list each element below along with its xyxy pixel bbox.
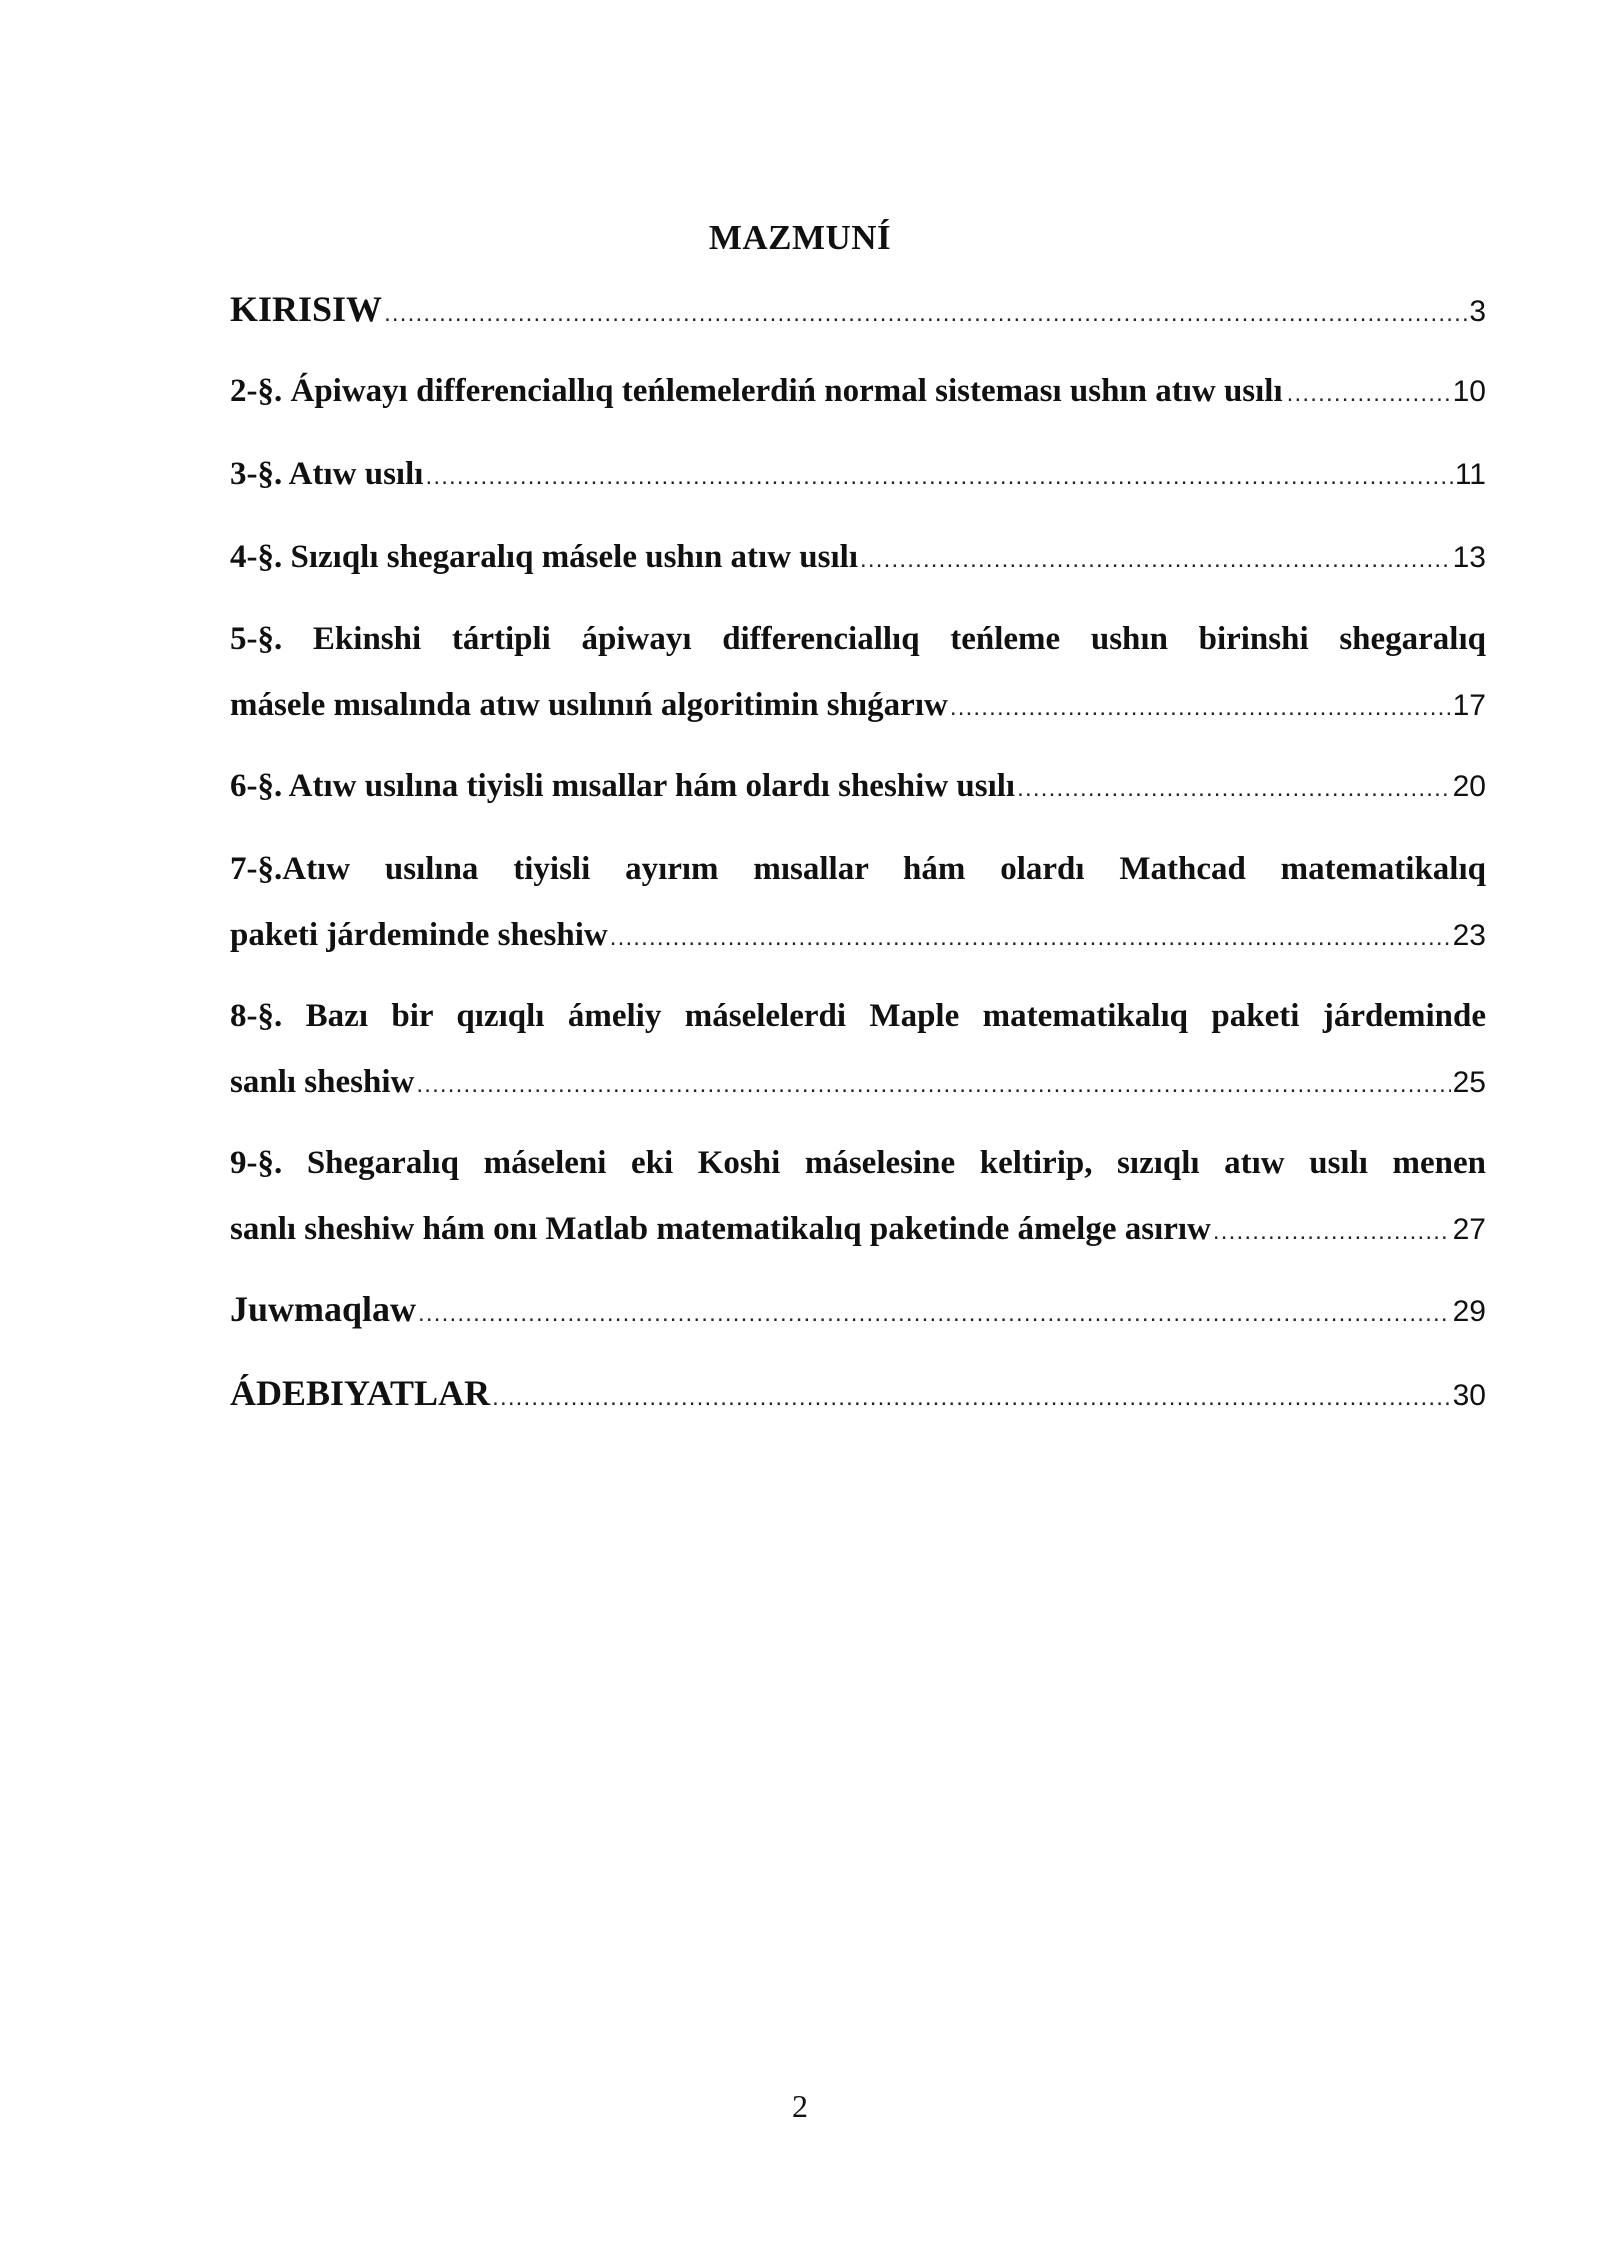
toc-page-number: 20 (1452, 770, 1486, 803)
toc-entry-title-line-1: 5-§. Ekinshi tártipli ápiwayı differenciallıq teńleme ushın birinshi shegaralıq (230, 621, 1486, 657)
toc-entry-section-8[interactable] (230, 983, 1486, 1115)
toc-page-number: 29 (1452, 1295, 1486, 1328)
toc-entry-title: 6-§. Atıw usılına tiyisli mısallar hám olardı sheshiw usılı (230, 768, 1016, 804)
toc-entry-title: 4-§. Sızıqlı shegaralıq másele ushın atıw usılı (230, 539, 858, 575)
toc-entry-section-3[interactable] (230, 441, 1486, 507)
toc-entry-title-line-2: másele mısalında atıw usılınıń algoritimin shıǵarıw (230, 687, 948, 723)
toc-page-number: 10 (1452, 375, 1486, 408)
toc-entry-title-line-2: sanlı sheshiw (230, 1064, 415, 1100)
toc-leader-dots (860, 527, 1451, 590)
toc-entry-section-2[interactable] (230, 358, 1486, 424)
toc-entry-title: 2-§. Ápiwayı differenciallıq teńlemelerdiń normal sisteması ushın atıw usılı (230, 373, 1283, 409)
toc-entry-section-6[interactable] (230, 753, 1486, 819)
toc-page-number: 27 (1452, 1213, 1486, 1246)
toc-entry-section-7[interactable] (230, 836, 1486, 968)
page-title: MAZMUNÍ (708, 218, 892, 257)
toc-entry-title: Juwmaqlaw (230, 1289, 417, 1329)
toc-entry-title: ÁDEBIYATLAR (230, 1373, 491, 1413)
toc-entry-adebiyatlar[interactable] (230, 1360, 1486, 1426)
toc-leader-dots (418, 1281, 1451, 1342)
toc-leader-dots (950, 675, 1451, 738)
toc-entry-section-9[interactable] (230, 1130, 1486, 1262)
toc-entry-title-line-2: sanlı sheshiw hám onı Matlab matematikalıq paketinde ámelge asırıw (230, 1211, 1211, 1247)
toc-entry-section-5[interactable] (230, 606, 1486, 738)
toc-entry-title-line-1: 7-§.Atıw usılına tiyisli ayırım mısallar hám olardı Mathcad matematikalıq (230, 851, 1486, 887)
toc-entry-title: 3-§. Atıw usılı (230, 456, 424, 492)
toc-page-number: 25 (1452, 1066, 1486, 1099)
toc-entry-juwmaqlaw[interactable] (230, 1276, 1486, 1342)
toc-entry-title: KIRISIW (230, 289, 383, 329)
toc-page-number: 30 (1452, 1379, 1486, 1412)
toc-entry-section-4[interactable] (230, 524, 1486, 590)
footer-page-number: 2 (792, 2088, 808, 2124)
toc-page-number: 11 (1454, 458, 1486, 491)
toc-page-number: 23 (1452, 919, 1486, 952)
toc-leader-dots (425, 444, 1452, 507)
toc-entry-kirisiw[interactable] (230, 276, 1486, 342)
toc-leader-dots (492, 1365, 1451, 1426)
toc-leader-dots (1213, 1199, 1451, 1262)
toc-leader-dots (416, 1052, 1450, 1115)
toc-page-number: 3 (1469, 295, 1486, 328)
toc-entry-title-line-1: 8-§. Bazı bir qızıqlı ámeliy máselelerdi Maple matematikalıq paketi járdeminde (230, 998, 1486, 1034)
toc-page-number: 17 (1452, 689, 1486, 722)
toc-entry-title-line-2: paketi járdeminde sheshiw (230, 917, 608, 953)
toc-leader-dots (384, 281, 1467, 342)
toc-leader-dots (610, 905, 1451, 968)
toc-entry-title-line-1: 9-§. Shegaralıq máseleni eki Koshi máselesine keltirip, sızıqlı atıw usılı menen (230, 1145, 1486, 1181)
toc-leader-dots (1287, 361, 1449, 424)
toc-page-number: 13 (1452, 541, 1486, 574)
toc-leader-dots (1017, 756, 1451, 819)
